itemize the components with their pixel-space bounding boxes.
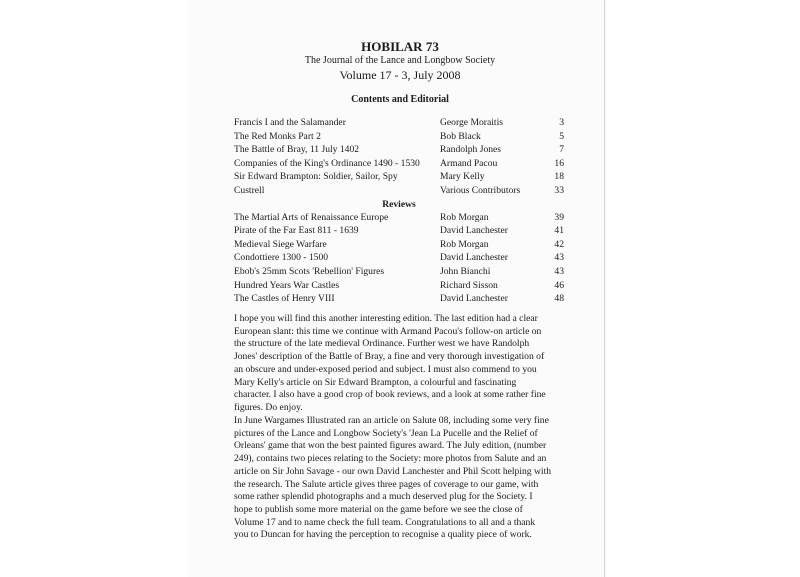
article-page: 5 <box>559 130 564 142</box>
contents-row <box>234 170 564 184</box>
review-author: John Bianchi <box>440 265 491 277</box>
review-author: David Lanchester <box>440 252 508 264</box>
contents-row <box>234 116 564 130</box>
article-author: Various Contributors <box>440 184 521 196</box>
review-row <box>234 238 564 252</box>
editorial-paragraph-1 <box>234 313 570 415</box>
text-line: an obscure and under-exposed period and subject. I must also commend to you <box>234 363 537 375</box>
text-line: Orleans' game that won the best painted figures award. The July edition, (number <box>234 440 547 452</box>
review-row <box>234 224 564 238</box>
journal-title: HOBILAR 73 <box>361 39 439 54</box>
journal-subtitle: The Journal of the Lance and Longbow Society <box>304 55 496 66</box>
review-title: The Martial Arts of Renaissance Europe <box>234 211 389 223</box>
review-author: David Lanchester <box>440 225 508 237</box>
article-title: The Red Monks Part 2 <box>234 130 321 142</box>
text-line: pictures of the Lance and Longbow Society's 'Jean La Pucelle and the Relief of <box>234 427 538 439</box>
text-line: some rather splendid photographs and a much deserved plug for the Society. I <box>234 491 533 503</box>
contents-table <box>234 116 564 306</box>
review-row <box>234 265 564 279</box>
article-title: Custrell <box>234 184 265 196</box>
article-title: The Battle of Bray, 11 July 1402 <box>234 144 360 156</box>
review-page: 43 <box>554 252 564 264</box>
article-page: 3 <box>559 117 564 128</box>
text-line: figures. Do enjoy. <box>234 401 303 413</box>
text-line: character. I also have a good crop of book reviews, and a look at some rather fine <box>234 389 546 401</box>
article-page: 7 <box>559 144 564 156</box>
text-line: the research. The Salute article gives three pages of coverage to our game, with <box>234 478 539 490</box>
review-row <box>234 292 564 306</box>
review-page: 43 <box>554 265 564 277</box>
review-row <box>234 251 564 265</box>
reviews-heading-label: Reviews <box>382 198 416 210</box>
review-author: Rob Morgan <box>440 238 489 250</box>
article-title: Francis I and the Salamander <box>234 117 346 128</box>
review-page: 39 <box>554 211 564 223</box>
article-title: Sir Edward Brampton: Soldier, Sailor, Spy <box>234 171 398 183</box>
contents-row <box>234 130 564 144</box>
review-author: Richard Sisson <box>440 279 498 291</box>
review-page: 41 <box>554 225 564 237</box>
article-author: George Moraitis <box>440 117 503 128</box>
text-line: European slant: this time we continue with Armand Pacou's follow-on article on <box>234 325 542 337</box>
review-title: Ebob's 25mm Scots 'Rebellion' Figures <box>234 265 385 277</box>
contents-row <box>234 143 564 157</box>
contents-row <box>234 184 564 198</box>
review-row <box>234 211 564 225</box>
review-title: Pirate of the Far East 811 - 1639 <box>234 225 359 237</box>
text-line: you to Duncan for having the perception to recognise a quality piece of work. <box>234 529 532 541</box>
contents-row <box>234 157 564 171</box>
article-author: Bob Black <box>440 130 481 142</box>
article-page: 33 <box>554 184 564 196</box>
text-line: article on Sir John Savage - our own David Lanchester and Phil Scott helping with <box>234 465 552 477</box>
text-line: I hope you will find this another interesting edition. The last edition had a clear <box>234 313 538 324</box>
article-page: 16 <box>554 157 564 169</box>
text-line: Mary Kelly's article on Sir Edward Brampton, a colourful and fascinating <box>234 376 517 388</box>
article-title: Companies of the King's Ordinance 1490 - 1530 <box>234 157 420 169</box>
review-title: Hundred Years War Castles <box>234 279 340 291</box>
review-page: 46 <box>554 279 564 291</box>
article-author: Randolph Jones <box>440 144 502 156</box>
review-page: 48 <box>554 293 564 305</box>
review-page: 42 <box>554 238 564 250</box>
contents-heading: Contents and Editorial <box>351 94 449 105</box>
text-line: Volume 17 and to name check the full team. Congratulations to all and a thank <box>234 516 536 528</box>
text-line: 249), contains two pieces relating to the Society: more photos from Salute and an <box>234 453 547 465</box>
article-page: 18 <box>554 171 564 183</box>
review-title: Medieval Siege Warfare <box>234 238 327 250</box>
editorial-paragraph-2 <box>234 415 570 542</box>
text-line: hope to publish some more material on the game before we see the close of <box>234 503 523 515</box>
reviews-heading <box>234 198 564 211</box>
text-line: Jones' description of the Battle of Bray, a fine and very thorough investigation of <box>234 351 545 363</box>
review-author: David Lanchester <box>440 293 508 305</box>
review-author: Rob Morgan <box>440 211 489 223</box>
journal-volume: Volume 17 - 3, July 2008 <box>339 68 461 82</box>
text-line: the structure of the late medieval Ordinance. Further west we have Randolph <box>234 338 530 350</box>
text-line: In June Wargames Illustrated ran an article on Salute 08, including some very fine <box>234 415 549 426</box>
review-title: The Castles of Henry VIII <box>234 293 335 305</box>
article-author: Mary Kelly <box>440 171 485 183</box>
review-title: Condottiere 1300 - 1500 <box>234 252 329 264</box>
article-author: Armand Pacou <box>440 157 498 169</box>
review-row <box>234 279 564 293</box>
